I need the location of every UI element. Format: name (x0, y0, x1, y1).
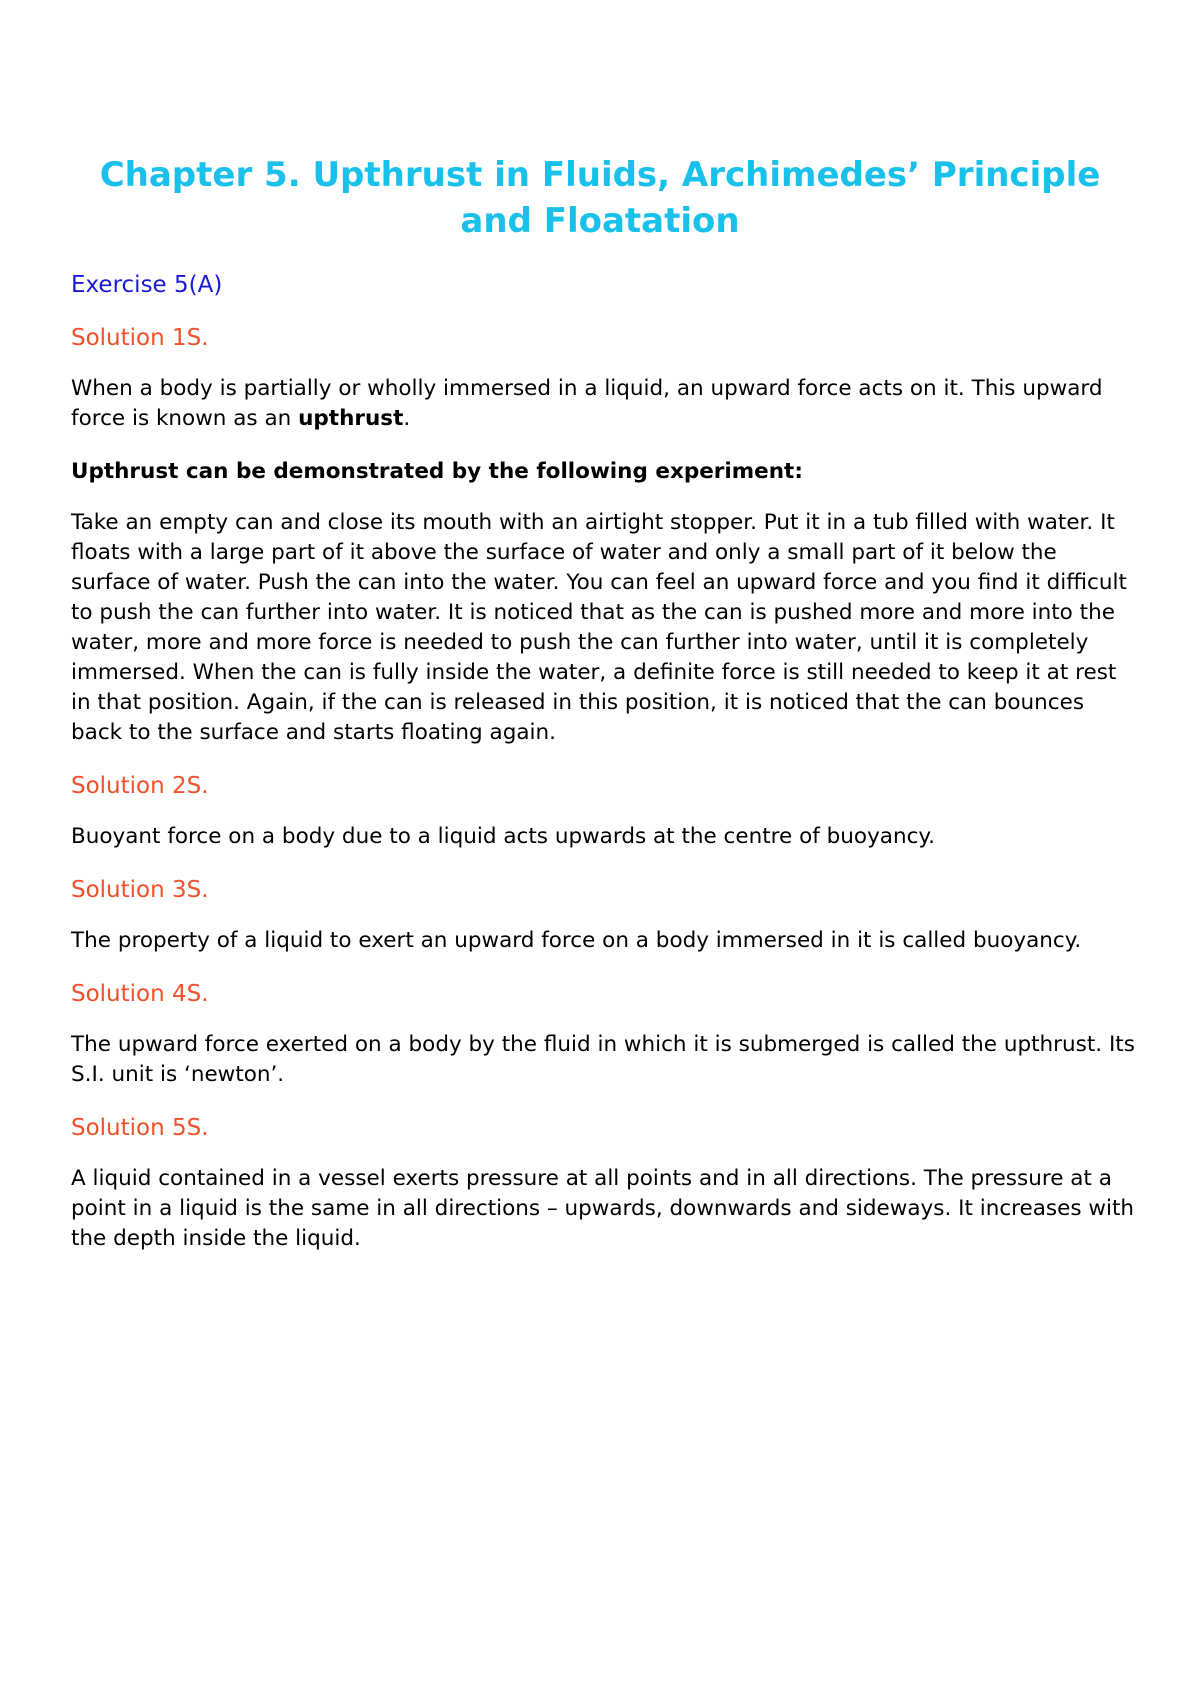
upthrust-term: upthrust (298, 406, 404, 431)
solution-3-text: The property of a liquid to exert an upward force on a body immersed in it is called buoyancy. (71, 928, 1082, 953)
solution-1-paragraph (71, 374, 1135, 434)
solution-4-text: The upward force exerted on a body by the fluid in which it is submerged is called the upthrust. Its S.I. unit is ‘newton’. (71, 1032, 1135, 1087)
solution-2-text: Buoyant force on a body due to a liquid acts upwards at the centre of buoyancy. (71, 824, 935, 849)
solution-1-text-before: When a body is partially or wholly immersed in a liquid, an upward force acts on it. This upward force is known as an (71, 376, 1103, 431)
document-body (71, 270, 1135, 1277)
solution-5-text: A liquid contained in a vessel exerts pressure at all points and in all directions. The pressure at a point in a liquid is the same in all directions – upwards, downwards and sideways. It increases with the depth inside the liquid. (71, 1166, 1135, 1251)
experiment-paragraph: Take an empty can and close its mouth with an airtight stopper. Put it in a tub filled with water. It floats with a large part of it above the surface of water and only a small part of it below the surface of water. Push the can into the water. You can feel an upward force and you find it difficult to push the can further into water. It is noticed that as the can is pushed more and more into the water, more and more force is needed to push the can further into water, until it is completely immersed. When the can is fully inside the water, a definite force is still needed to keep it at rest in that position. Again, if the can is released in this position, it is noticed that the can bounces back to the surface and starts floating again. (71, 510, 1127, 745)
solution-2-heading: Solution 2S. (71, 773, 209, 799)
solution-4-heading: Solution 4S. (71, 981, 209, 1007)
experiment-subheading: Upthrust can be demonstrated by the following experiment: (71, 459, 803, 484)
chapter-title: Chapter 5. Upthrust in Fluids, Archimedes’ Principle and Floatation (99, 155, 1101, 241)
solution-3-heading: Solution 3S. (71, 877, 209, 903)
solution-1-text-after: . (403, 406, 411, 431)
solution-1-heading: Solution 1S. (71, 325, 209, 351)
solution-5-heading: Solution 5S. (71, 1115, 209, 1141)
exercise-heading: Exercise 5(A) (71, 272, 223, 298)
